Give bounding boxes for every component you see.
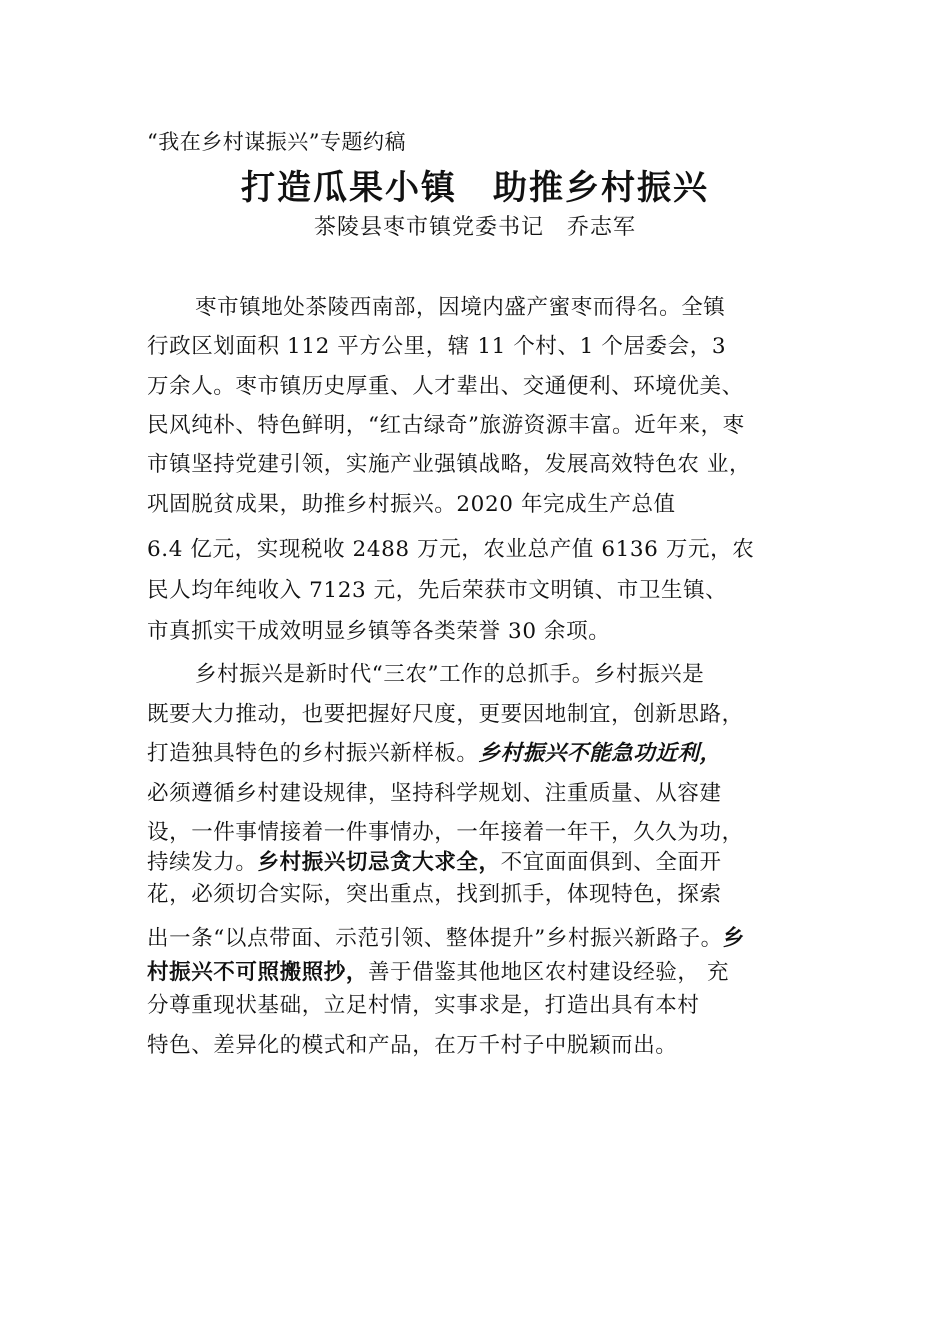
paragraph-line: 市镇坚持党建引领，实施产业强镇战略，发展高效特色农 业， <box>147 452 752 477</box>
paragraph-line: 万余人。枣市镇历史厚重、人才辈出、交通便利、环境优美、 <box>147 374 744 399</box>
paragraph-line: 民风纯朴、特色鲜明，“红古绿奇”旅游资源丰富。近年来，枣 <box>147 413 745 438</box>
paragraph-line: 特色、差异化的模式和产品，在万千村子中脱颖而出。 <box>147 1033 678 1058</box>
line-text: 不宜面面俱到、全面开 <box>500 850 722 875</box>
paragraph-line: 设，一件事情接着一件事情办，一年接着一年干，久久为功， <box>147 820 744 845</box>
paragraph-line: 乡村振兴是新时代“三农”工作的总抓手。乡村振兴是 <box>195 662 705 687</box>
emphasis-text: 村振兴不可照搬照抄， <box>147 960 369 985</box>
paragraph-line: 分尊重现状基础，立足村情，实事求是，打造出具有本村 <box>147 993 700 1018</box>
emphasis-text: 乡村振兴不能急功近利， <box>478 741 722 766</box>
line-text: 打造独具特色的乡村振兴新样板。 <box>147 741 479 766</box>
emphasis-text: 乡村振兴切忌贪大求全， <box>257 850 501 875</box>
paragraph-line: 既要大力推动，也要把握好尺度，更要因地制宜，创新思路， <box>147 702 744 727</box>
paragraph-line: 枣市镇地处茶陵西南部，因境内盛产蜜枣而得名。全镇 <box>195 295 726 320</box>
paragraph-line <box>147 955 729 986</box>
line-text: 善于借鉴其他地区农村建设经验， 充 <box>368 960 730 985</box>
author-byline: 茶陵县枣市镇党委书记 乔志军 <box>313 215 636 240</box>
line-text: 出一条“以点带面、示范引领、整体提升”乡村振兴新路子。 <box>147 926 723 951</box>
article-title: 打造瓜果小镇 助推乡村振兴 <box>241 168 709 208</box>
paragraph-line: 花，必须切合实际，突出重点，找到抓手，体现特色，探索 <box>147 882 722 907</box>
paragraph-line: 6.4 亿元，实现税收 2488 万元，农业总产值 6136 万元，农 <box>147 537 755 562</box>
paragraph-line: 民人均年纯收入 7123 元，先后荣获市文明镇、市卫生镇、 <box>147 578 728 603</box>
emphasis-text: 乡 <box>722 926 745 951</box>
paragraph-line: 巩固脱贫成果，助推乡村振兴。2020 年完成生产总值 <box>147 492 676 517</box>
paragraph-line <box>147 736 722 767</box>
column-kicker: “我在乡村谋振兴”专题约稿 <box>147 130 406 154</box>
paragraph-line: 行政区划面积 112 平方公里，辖 11 个村、1 个居委会，3 <box>147 334 727 359</box>
paragraph-line: 必须遵循乡村建设规律，坚持科学规划、注重质量、从容建 <box>147 781 722 806</box>
paragraph-line: 市真抓实干成效明显乡镇等各类荣誉 30 余项。 <box>147 619 611 644</box>
paragraph-line <box>147 921 745 952</box>
paragraph-line <box>147 845 722 876</box>
line-text: 持续发力。 <box>147 850 258 875</box>
